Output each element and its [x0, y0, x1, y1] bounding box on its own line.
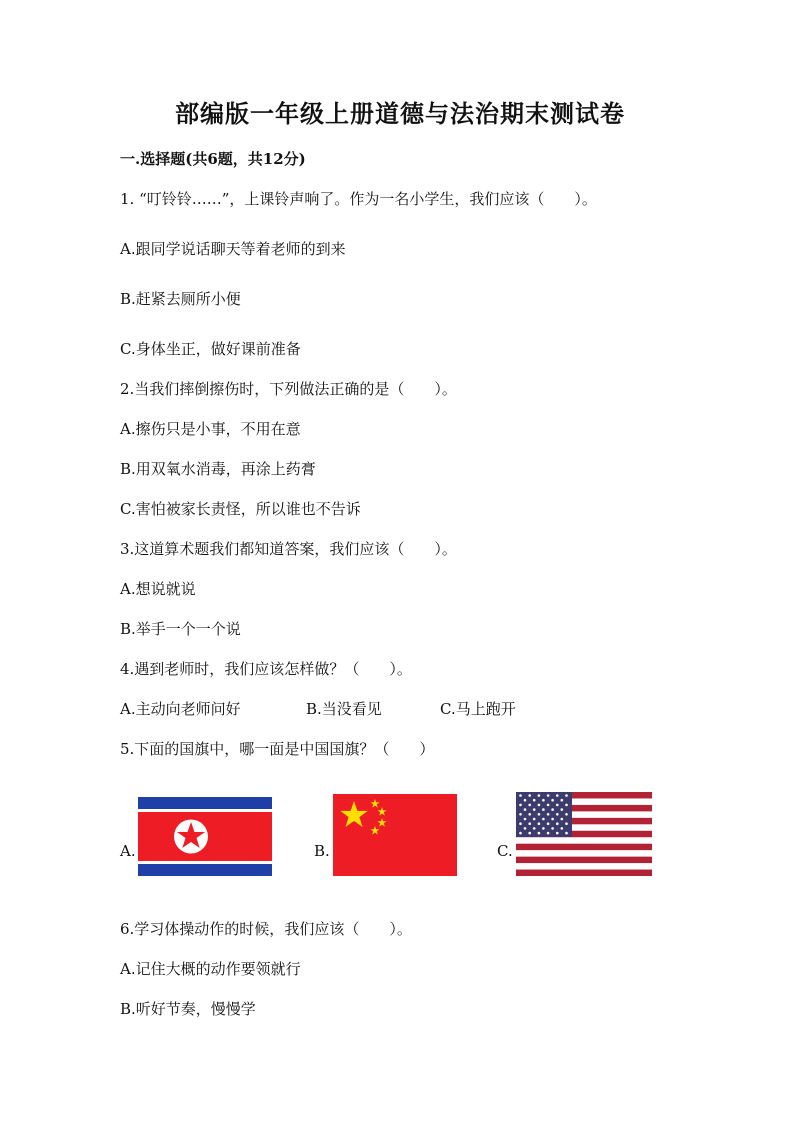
- question-2-stem: 2.当我们摔倒擦伤时，下列做法正确的是（ ）。: [120, 380, 457, 398]
- china-flag: [333, 794, 457, 876]
- section-heading: 一.选择题(共6题，共12分): [120, 150, 306, 168]
- question-3-stem: 3.这道算术题我们都知道答案，我们应该（ ）。: [120, 540, 457, 558]
- question-1-stem: 1. “叮铃铃……”，上课铃声响了。作为一名小学生，我们应该（ ）。: [120, 190, 597, 208]
- question-1-option-c: C.身体坐正，做好课前准备: [120, 340, 301, 358]
- question-2-option-a: A.擦伤只是小事，不用在意: [120, 420, 301, 438]
- question-3-option-a: A.想说就说: [120, 580, 196, 598]
- question-1-option-b: B.赶紧去厕所小便: [120, 290, 241, 308]
- north-korea-flag: [138, 797, 272, 876]
- question-3-option-b: B.举手一个一个说: [120, 620, 241, 638]
- usa-flag: [516, 792, 652, 876]
- question-1-option-a: A.跟同学说话聊天等着老师的到来: [120, 240, 346, 258]
- question-6-stem: 6.学习体操动作的时候，我们应该（ ）。: [120, 920, 412, 938]
- question-4-option-c: C.马上跑开: [440, 700, 516, 718]
- question-5-option-b: B.: [314, 842, 330, 860]
- question-2-option-c: C.害怕被家长责怪，所以谁也不告诉: [120, 500, 361, 518]
- question-5-option-c: C.: [497, 842, 513, 860]
- question-2-option-b: B.用双氧水消毒，再涂上药膏: [120, 460, 316, 478]
- question-5-stem: 5.下面的国旗中，哪一面是中国国旗？（ ）: [120, 740, 435, 758]
- question-4-stem: 4.遇到老师时，我们应该怎样做？（ ）。: [120, 660, 412, 678]
- question-4-option-a: A.主动向老师问好: [120, 700, 241, 718]
- question-4-options: [120, 698, 640, 718]
- question-5-option-a: A.: [120, 842, 136, 860]
- question-6-option-a: A.记住大概的动作要领就行: [120, 960, 301, 978]
- page-title: 部编版一年级上册道德与法治期末测试卷: [175, 99, 625, 128]
- question-6-option-b: B.听好节奏，慢慢学: [120, 1000, 256, 1018]
- question-4-option-b: B.当没看见: [306, 700, 382, 718]
